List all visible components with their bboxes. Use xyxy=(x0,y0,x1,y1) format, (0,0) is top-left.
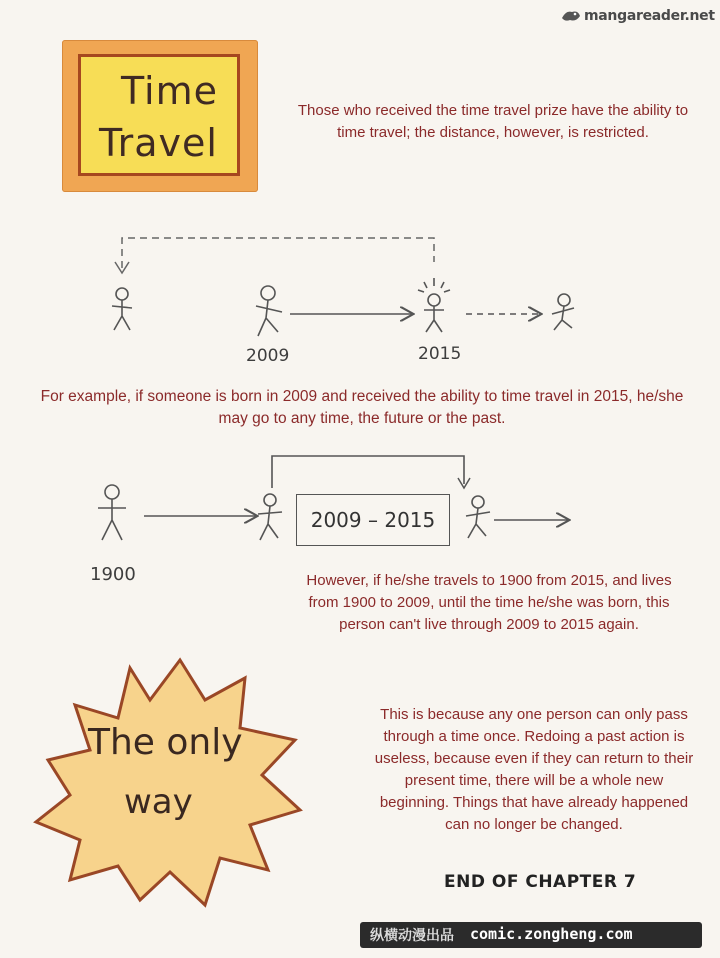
stick-figure-after xyxy=(466,496,490,538)
title-line-2: Travel xyxy=(99,121,218,165)
however-caption: However, if he/she travels to 1900 from 2015, and lives from 1900 to 2009, until the time he/she was born, this person can't live through 2009 to 2015 again. xyxy=(306,572,672,633)
stick-figure-traveler xyxy=(258,494,282,540)
year-2009-label: 2009 xyxy=(246,346,290,366)
starburst-line-1: The only xyxy=(88,722,243,763)
footer-url: comic.zongheng.com xyxy=(470,925,633,943)
range-box-2009-2015: 2009 – 2015 xyxy=(296,494,450,546)
stick-figure-past xyxy=(112,288,132,330)
jump-bracket xyxy=(272,456,464,488)
stick-figure-2015 xyxy=(418,278,450,332)
example-caption: For example, if someone is born in 2009 and received the ability to time travel in 2015, he/she may go to any time, the future or the past. xyxy=(40,388,684,427)
stick-figure-2009 xyxy=(256,286,282,336)
starburst-line-2: way xyxy=(124,782,193,822)
year-2015-label: 2015 xyxy=(418,344,462,364)
title-line-1: Time xyxy=(121,69,218,113)
site-watermark: mangareader.net xyxy=(584,8,715,24)
footer-chinese-text: 纵横动漫出品 xyxy=(370,928,454,944)
because-caption: This is because any one person can only pass through a time once. Redoing a past action is useless, because even if they can return to their present time, there will be a whole new beginning. Things that have already happened can no longer be changed. xyxy=(374,706,694,833)
intro-caption: Those who received the time travel prize have the ability to time travel; the distance, however, is restricted. xyxy=(297,102,689,141)
stick-figure-future xyxy=(552,294,574,330)
end-of-chapter-label: END OF CHAPTER 7 xyxy=(444,872,637,892)
dashed-return-path xyxy=(122,238,434,268)
year-1900-label: 1900 xyxy=(90,564,136,585)
stick-figure-1900 xyxy=(98,485,126,540)
